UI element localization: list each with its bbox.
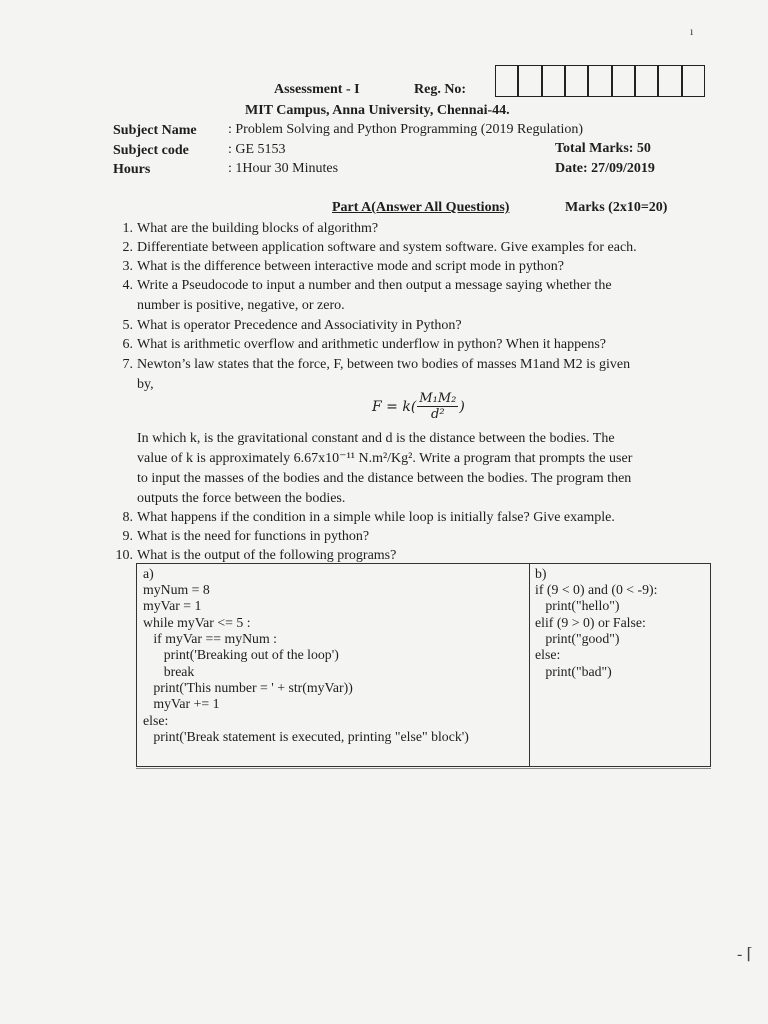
hours-label: Hours	[113, 162, 151, 177]
program-b-label: b)	[535, 566, 547, 581]
question-3	[113, 257, 708, 277]
question-1	[113, 219, 708, 239]
question-number: 1.	[122, 221, 133, 236]
reg-no-cell	[635, 65, 658, 97]
total-marks: Total Marks: 50	[555, 141, 651, 156]
reg-no-cell	[495, 65, 518, 97]
paragraph-line-1: In which k, is the gravitational constant and d is the distance between the bodies. The	[137, 431, 615, 446]
question-9	[113, 527, 708, 547]
question-text: What is arithmetic overflow and arithmetic underflow in python? When it happens?	[137, 337, 606, 352]
program-a-line: break	[143, 664, 195, 679]
formula-numerator: M₁M₂	[419, 391, 457, 406]
program-a-line: print('Breaking out of the loop')	[143, 647, 339, 662]
question-text-line-1: Write a Pseudocode to input a number and then output a message saying whether the	[137, 278, 612, 293]
part-a-marks: Marks (2x10=20)	[565, 200, 668, 215]
formula-denominator: d²	[431, 407, 445, 422]
subject-name-value: : Problem Solving and Python Programming (2019 Regulation)	[228, 122, 584, 137]
question-number: 5.	[122, 318, 133, 333]
formula-lhs: F = k(	[372, 398, 417, 415]
question-number: 2.	[122, 240, 133, 255]
programs-table	[136, 563, 711, 767]
question-text-line-1: Newton’s law states that the force, F, between two bodies of masses M1and M2 is given	[137, 357, 631, 372]
paragraph-line-3: to input the masses of the bodies and the distance between the bodies. The program then	[137, 471, 632, 486]
program-b-line: if (9 < 0) and (0 < -9):	[535, 582, 658, 597]
question-number: 7.	[122, 357, 133, 372]
question-number: 6.	[122, 337, 133, 352]
question-text: What are the building blocks of algorithm?	[137, 221, 379, 236]
reg-no-cell	[658, 65, 681, 97]
question-number: 9.	[122, 529, 133, 544]
program-b-line: print("hello")	[535, 598, 620, 613]
paragraph-line-2: value of k is approximately 6.67x10⁻¹¹ N.m²/Kg². Write a program that prompts the user	[137, 451, 633, 466]
program-a-line: else:	[143, 713, 169, 728]
part-a-title: Part A(Answer All Questions)	[332, 200, 510, 215]
program-a-line: myVar = 1	[143, 598, 202, 613]
subject-code-value: : GE 5153	[228, 142, 286, 157]
program-a-line: myVar += 1	[143, 696, 220, 711]
program-a-line: print('Break statement is executed, printing "else" block')	[143, 729, 469, 744]
reg-no-boxes	[495, 65, 705, 99]
question-number: 3.	[122, 259, 133, 274]
program-a-line: print('This number = ' + str(myVar))	[143, 680, 353, 695]
program-b-line: else:	[535, 647, 561, 662]
question-8	[113, 508, 708, 528]
reg-no-label: Reg. No:	[414, 82, 467, 97]
program-b-line: print("bad")	[535, 664, 612, 679]
hours-value: : 1Hour 30 Minutes	[228, 161, 339, 176]
question-text: What is the difference between interactive mode and script mode in python?	[137, 259, 564, 274]
reg-no-cell	[565, 65, 588, 97]
question-text-line-2: by,	[137, 377, 154, 392]
program-a-label: a)	[143, 566, 154, 581]
question-7-paragraph	[113, 429, 708, 509]
program-b-line: elif (9 > 0) or False:	[535, 615, 646, 630]
exam-date: Date: 27/09/2019	[555, 161, 655, 176]
program-a-cell	[137, 564, 530, 766]
reg-no-cell	[518, 65, 541, 97]
question-text-line-2: number is positive, negative, or zero.	[137, 298, 345, 313]
subject-code-label: Subject code	[113, 143, 189, 158]
question-text: What is the output of the following programs?	[137, 548, 397, 563]
question-6	[113, 335, 708, 355]
formula-fraction	[417, 391, 458, 422]
program-a-line: if myVar == myNum :	[143, 631, 277, 646]
paragraph-line-4: outputs the force between the bodies.	[137, 491, 346, 506]
scan-speck: ı	[690, 24, 694, 38]
newton-formula	[372, 391, 465, 422]
question-number: 8.	[122, 510, 133, 525]
program-b-line: print("good")	[535, 631, 620, 646]
question-text: What is operator Precedence and Associativity in Python?	[137, 318, 462, 333]
question-4	[113, 276, 708, 316]
formula-rhs: )	[459, 398, 465, 415]
subject-name-label: Subject Name	[113, 123, 197, 138]
question-text: What happens if the condition in a simple while loop is initially false? Give example.	[137, 510, 615, 525]
reg-no-cell	[542, 65, 565, 97]
table-bottom-rule	[136, 768, 711, 769]
question-text: Differentiate between application software and system software. Give examples for each.	[137, 240, 637, 255]
assessment-title: Assessment - I	[274, 82, 360, 97]
question-7	[113, 355, 708, 395]
question-text: What is the need for functions in python?	[137, 529, 370, 544]
program-a-line: while myVar <= 5 :	[143, 615, 251, 630]
institution-name: MIT Campus, Anna University, Chennai-44.	[245, 103, 510, 118]
question-number: 4.	[122, 278, 133, 293]
reg-no-cell	[682, 65, 705, 97]
program-a-line: myNum = 8	[143, 582, 210, 597]
reg-no-cell	[588, 65, 611, 97]
question-number: 10.	[115, 548, 133, 563]
scan-speck: - ⌈	[737, 946, 753, 963]
question-2	[113, 238, 708, 258]
reg-no-cell	[612, 65, 635, 97]
question-5	[113, 316, 708, 336]
